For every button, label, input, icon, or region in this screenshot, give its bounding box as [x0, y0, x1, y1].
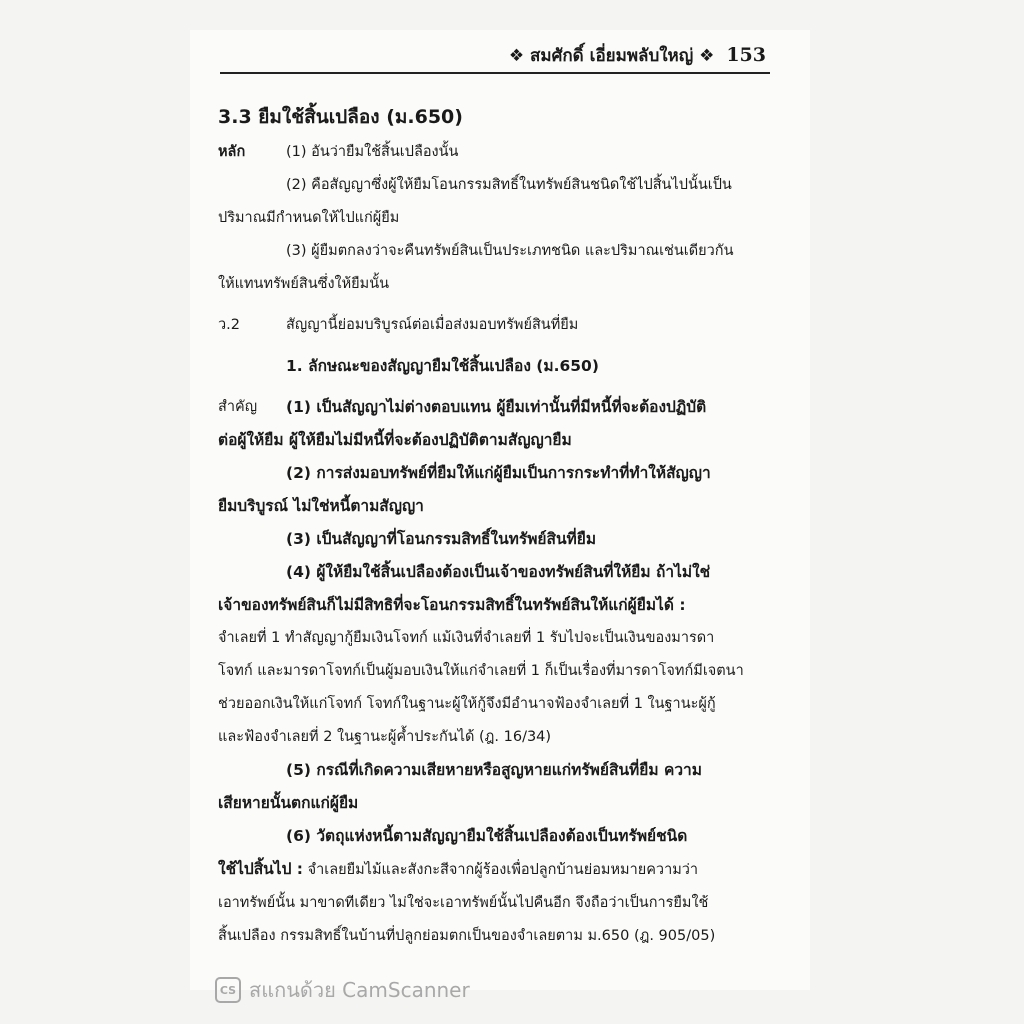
principle-3a: (3) ผู้ยืมตกลงว่าจะคืนทรัพย์สินเป็นประเภทชนิด และปริมาณเช่นเดียวกัน: [286, 243, 734, 259]
para2-text: สัญญานี้ย่อมบริบูรณ์ต่อเมื่อส่งมอบทรัพย์สินที่ยืม: [286, 317, 579, 333]
point-6b-rest: จำเลยยืมไม้และสังกะสีจากผู้ร้องเพื่อปลูกบ้านย่อมหมายความว่า: [307, 862, 699, 878]
key-row: [218, 391, 790, 424]
point-5a: (5) กรณีที่เกิดความเสียหายหรือสูญหายแก่ทรัพย์สินที่ยืม ความ: [286, 761, 702, 779]
page-content: [218, 100, 790, 953]
point-4c: จำเลยที่ 1 ทำสัญญากู้ยืมเงินโจทก์ แม้เงินที่จำเลยที่ 1 รับไปจะเป็นเงินของมารดา: [218, 630, 715, 646]
principle-2a: (2) คือสัญญาซึ่งผู้ให้ยืมโอนกรรมสิทธิ์ในทรัพย์สินชนิดใช้ไปสิ้นไปนั้นเป็น: [286, 177, 732, 193]
point-6b-bold: ใช้ไปสิ้นไป :: [218, 860, 304, 878]
subsection-title: 1. ลักษณะของสัญญายืมใช้สิ้นเปลือง (ม.650): [286, 357, 599, 375]
cs-logo-icon: CS: [215, 977, 241, 1003]
book-page: [190, 30, 810, 990]
camscanner-watermark: [215, 974, 470, 1006]
point-6c: เอาทรัพย์นั้น มาขาดทีเดียว ไม่ใช่จะเอาทรัพย์นั้นไปคืนอีก จึงถือว่าเป็นการยืมใช้: [218, 895, 709, 911]
point-4d: โจทก์ และมารดาโจทก์เป็นผู้มอบเงินให้แก่จำเลยที่ 1 ก็เป็นเรื่องที่มารดาโจทก์มีเจตนา: [218, 663, 744, 679]
header-author: ❖ สมศักดิ์ เอี่ยมพลับใหญ่ ❖: [508, 46, 715, 66]
point-6b: [218, 853, 790, 887]
principle-label: หลัก: [218, 144, 246, 160]
header-rule: [220, 72, 770, 74]
point-3: (3) เป็นสัญญาที่โอนกรรมสิทธิ์ในทรัพย์สินที่ยืม: [286, 530, 597, 548]
para2-row: [218, 309, 790, 342]
point-6d: สิ้นเปลือง กรรมสิทธิ์ในบ้านที่ปลูกย่อมตกเป็นของจำเลยตาม ม.650 (ฎ. 905/05): [218, 928, 716, 944]
point-1b: ต่อผู้ให้ยืม ผู้ให้ยืมไม่มีหนี้ที่จะต้องปฏิบัติตามสัญญายืม: [218, 431, 572, 449]
point-4e: ช่วยออกเงินให้แก่โจทก์ โจทก์ในฐานะผู้ให้กู้จึงมีอำนาจฟ้องจำเลยที่ 1 ในฐานะผู้กู้: [218, 696, 716, 712]
principle-2b: ปริมาณมีกำหนดให้ไปแก่ผู้ยืม: [218, 210, 400, 226]
point-4b: เจ้าของทรัพย์สินก็ไม่มีสิทธิที่จะโอนกรรมสิทธิ์ในทรัพย์สินให้แก่ผู้ยืมได้ :: [218, 596, 686, 614]
point-5b: เสียหายนั้นตกแก่ผู้ยืม: [218, 794, 359, 812]
point-6a: (6) วัตถุแห่งหนี้ตามสัญญายืมใช้สิ้นเปลืองต้องเป็นทรัพย์ชนิด: [286, 827, 688, 845]
running-header: [190, 42, 810, 69]
key-label: สำคัญ: [218, 399, 258, 415]
point-1a: (1) เป็นสัญญาไม่ต่างตอบแทน ผู้ยืมเท่านั้นที่มีหนี้ที่จะต้องปฏิบัติ: [286, 398, 707, 416]
point-2a: (2) การส่งมอบทรัพย์ที่ยืมให้แก่ผู้ยืมเป็นการกระทำที่ทำให้สัญญา: [286, 464, 711, 482]
page-number: 153: [726, 44, 766, 66]
watermark-text: สแกนด้วย CamScanner: [249, 978, 470, 1002]
point-4a: (4) ผู้ให้ยืมใช้สิ้นเปลืองต้องเป็นเจ้าของทรัพย์สินที่ให้ยืม ถ้าไม่ใช่: [286, 563, 711, 581]
point-4f: และฟ้องจำเลยที่ 2 ในฐานะผู้ค้ำประกันได้ (ฎ. 16/34): [218, 729, 552, 745]
para2-label: ว.2: [218, 317, 240, 333]
point-2b: ยืมบริบูรณ์ ไม่ใช่หนี้ตามสัญญา: [218, 497, 424, 515]
principle-3b: ให้แทนทรัพย์สินซึ่งให้ยืมนั้น: [218, 276, 390, 292]
principle-1: (1) อันว่ายืมใช้สิ้นเปลืองนั้น: [286, 144, 459, 160]
principle-row-1: [218, 136, 790, 169]
section-title: 3.3 ยืมใช้สิ้นเปลือง (ม.650): [218, 106, 463, 128]
